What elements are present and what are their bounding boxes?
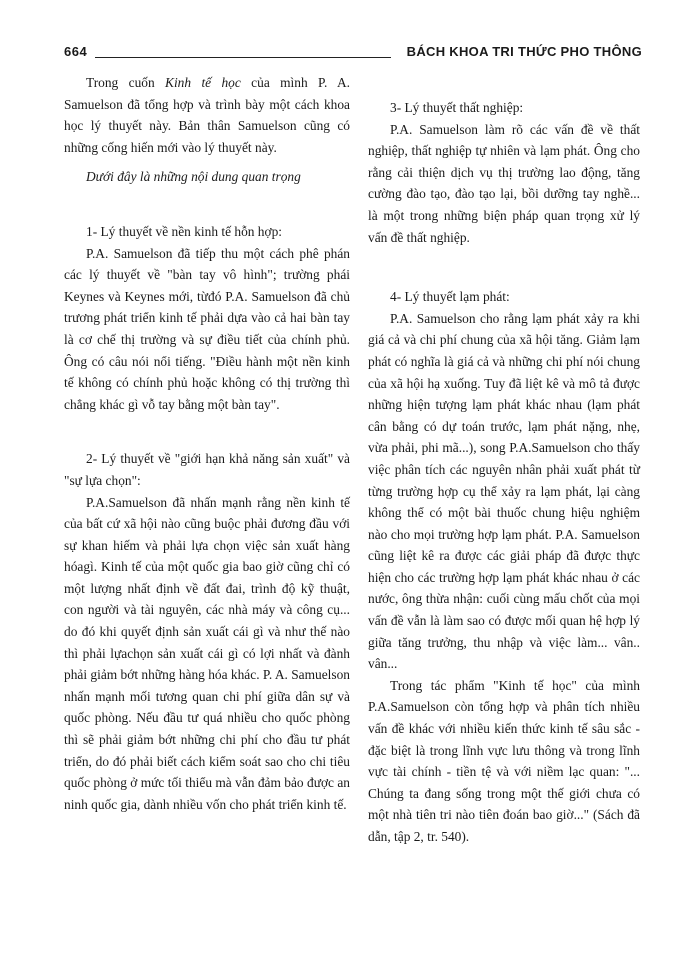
section-2-body: P.A.Samuelson đã nhấn mạnh rằng nền kinh tế của bất cứ xã hội nào cũng buộc phải đương đầu với sự khan hiếm và phải lựa chọn việc sản xuất hàng hóagì. Kinh tế của một quốc gia bao giờ cũng chỉ có một lượng nhất định về đất đai, trình độ kỹ thuật, con người và tài nguyên, các nhà máy và công cụ... do đó khi quyết định sản xuất cái gì và như thế nào thì phải lựachọn sản xuất cái gì có lợi nhất và đành phải giảm bớt những hàng hóa khác. P. A. Samuelson nhấn mạnh mối tương quan chi phí giữa dân sự và quốc phòng. Nếu đầu tư quá nhiều cho quốc phòng thì sẽ phải giảm bớt những chi phí cho đầu tư phát triển, do đó phải biết cách kiểm soát sao cho chi tiêu quốc phòng ở mức tối thiểu mà vẫn đảm bảo được an ninh quốc gia, dành nhiều vốn cho phát triển kinh tế. [64,494,350,812]
left-column [64,72,350,815]
section-4-heading: 4- Lý thuyết lạm phát: [390,289,510,305]
header-rule [95,57,391,58]
running-head: BÁCH KHOA TRI THỨC PHO THÔNG [406,44,642,59]
intro-paragraph [64,72,350,158]
intro-text-start: Trong cuốn [86,75,166,90]
intro-text-end: của mình P. A. Samuelson đã tổng hợp và trình bày một cách khoa học lý thuyết này. Bản thân Samuelson cũng có những cống hiến mới vào lý thuyết này. [64,75,350,155]
closing-paragraph: Trong tác phẩm "Kinh tế học" của mình P.A.Samuelson còn tổng hợp và phân tích nhiều vấn đề khác với nhiều kiến thức kinh tế sâu sắc - đặc biệt là trong lĩnh vực lưu thông và trong lĩnh vực tài chính - tiền tệ và với niềm lạc quan: "... Chúng ta đang sống trong một thế giới chưa có một nhà tiên tri nào tiên đoán bao giờ..." (Sách đã dẫn, tập 2, tr. 540). [368,677,640,844]
section-4-body: P.A. Samuelson cho rằng lạm phát xảy ra khi giá cả và chi phí chung của xã hội tăng. Giảm lạm phát có nghĩa là giá cả và những chi phí nói chung của xã hội hạ xuống. Tuy đã liệt kê và mô tả được những hiện tượng lạm phát khác nhau (lạm phát cân bằng có dự toán trước, lạm phát nặng, nhẹ, vừa phải, phi mã...), song P.A.Samuelson cho thấy việc phân tích các nguyên nhân phải xuất phát từ từng trường hợp cụ thể xảy ra lạm phát, lại càng không thể có một bài thuốc chung hiệu nghiệm nào cho mọi trường hợp lạm phát. P.A. Samuelson cũng liệt kê ra được các giải pháp đã được thực hiện cho các trường hợp lạm phát khác nhau ở các nước, ông thừa nhận: cuối cùng mấu chốt của mọi vấn đề vẫn là làm sao có được mối quan hệ hợp lý giữa tăng trưởng, thu nhập và việc làm... vân.. vân... [368,310,640,672]
section-2-heading: 2- Lý thuyết về "giới hạn khả năng sản xuất" và "sự lựa chọn": [64,451,350,488]
page-number: 664 [64,44,88,59]
right-column [368,97,640,848]
section-3-body: P.A. Samuelson làm rõ các vấn đề về thất nghiệp, thất nghiệp tự nhiên và lạm phát. Ông cho rằng cải thiện dịch vụ thị trường lao động, tăng cường đào tạo, đào tạo lại, bồi dưỡng tay nghề... là một trong những biện pháp quan trọng xử lý vấn đề thất nghiệp. [368,121,640,245]
section-1-heading: 1- Lý thuyết về nền kinh tế hỗn hợp: [86,223,283,239]
section-1-body: P.A. Samuelson đã tiếp thu một cách phê phán các lý thuyết về "bàn tay vô hình"; trường phái Keynes và Keynes mới, từđó P.A. Samuelson đã chủ trương phát triển kinh tế phải dựa vào cả hai bàn tay là cơ chế thị trường và sự điều tiết của chính phủ. Ông có câu nói nổi tiếng. "Điều hành một nền kinh tế không có chính phủ hoặc không có thị trường thì chẳng khác gì vỗ tay bằng một bàn tay". [64,245,350,412]
intro-lead: Dưới đây là những nội dung quan trọng [86,169,301,185]
section-3-heading: 3- Lý thuyết thất nghiệp: [390,100,524,115]
book-title: Kinh tế học [165,75,241,90]
